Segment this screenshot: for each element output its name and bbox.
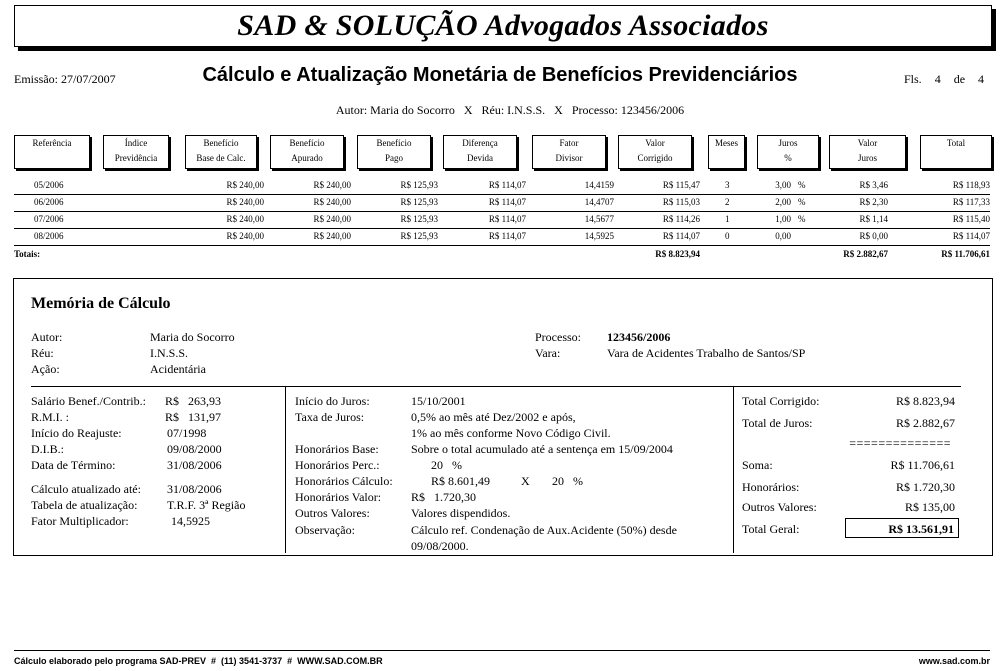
inicio-juros-value: 15/10/2001 bbox=[411, 394, 466, 408]
emission-value: 27/07/2007 bbox=[61, 72, 116, 86]
fls-page: 4 bbox=[934, 72, 941, 86]
report-title: Cálculo e Atualização Monetária de Benefícios Previdenciários bbox=[202, 64, 798, 86]
acao-value: Acidentária bbox=[150, 362, 206, 376]
totals-corrigido: R$ 8.823,94 bbox=[655, 249, 700, 259]
rmi-value: R$ 131,97 bbox=[165, 410, 222, 424]
soma-label: Soma: bbox=[742, 458, 773, 472]
table-row: 08/2006 R$ 240,00 R$ 240,00 R$ 125,93 R$ 114,07 14,5925 R$ 114,07 0 0,00 R$ 0,00 R$ 114,07 bbox=[14, 229, 990, 246]
taxa-label: Taxa de Juros: bbox=[295, 410, 365, 424]
hon-valor-label: Honorários Valor: bbox=[295, 490, 382, 504]
autor-value: Maria do Socorro bbox=[150, 330, 235, 344]
header-valor-juros: Valor Juros bbox=[829, 135, 906, 169]
vara-label: Vara: bbox=[535, 346, 561, 360]
hon-base-value: Sobre o total acumulado até a sentença em 15/09/2004 bbox=[411, 442, 673, 456]
fls-de: de bbox=[953, 72, 966, 86]
reajuste-label: Início do Reajuste: bbox=[31, 426, 122, 440]
hon-calc-x: X bbox=[521, 474, 530, 488]
inicio-juros-label: Início do Juros: bbox=[295, 394, 370, 408]
footer-left: Cálculo elaborado pelo programa SAD-PREV # (11) 3541-3737 # WWW.SAD.COM.BR bbox=[14, 656, 383, 666]
totals-juros: R$ 2.882,67 bbox=[843, 249, 888, 259]
total-juros-label: Total de Juros: bbox=[742, 416, 813, 430]
emission-date bbox=[14, 72, 116, 87]
taxa-line-1: 0,5% ao mês até Dez/2002 e após, bbox=[411, 410, 576, 424]
tabela-label: Tabela de atualização: bbox=[31, 498, 138, 512]
acao-label: Ação: bbox=[31, 362, 60, 376]
processo-value: 123456/2006 bbox=[607, 330, 671, 344]
fator-value: 14,5925 bbox=[171, 514, 210, 528]
reu-label: Réu: bbox=[31, 346, 54, 360]
taxa-line-2: 1% ao mês conforme Novo Código Civil. bbox=[411, 426, 611, 440]
hon-base-label: Honorários Base: bbox=[295, 442, 379, 456]
total-corrigido-label: Total Corrigido: bbox=[742, 394, 820, 408]
reu-value: I.N.S.S. bbox=[150, 346, 189, 360]
hon-calc-pct: 20 % bbox=[552, 474, 583, 488]
vara-value: Vara de Acidentes Trabalho de Santos/SP bbox=[607, 346, 806, 360]
hon-perc-label: Honorários Perc.: bbox=[295, 458, 380, 472]
obs-label: Observação: bbox=[295, 523, 355, 537]
fator-label: Fator Multiplicador: bbox=[31, 514, 129, 528]
header-meses: Meses bbox=[708, 135, 745, 169]
outros-valores-label: Outros Valores: bbox=[742, 500, 817, 514]
table-row: 06/2006 R$ 240,00 R$ 240,00 R$ 125,93 R$ 114,07 14,4707 R$ 115,03 2 2,00 % R$ 2,30 R$ 117,33 bbox=[14, 195, 990, 212]
firm-banner bbox=[14, 5, 992, 47]
total-juros-value: R$ 2.882,67 bbox=[895, 416, 955, 430]
dib-label: D.I.B.: bbox=[31, 442, 64, 456]
header-beneficio-pago: Benefício Pago bbox=[357, 135, 431, 169]
totals-row bbox=[14, 248, 990, 262]
outros-label: Outros Valores: bbox=[295, 506, 370, 520]
header-referencia: Referência bbox=[14, 135, 90, 169]
total-geral-value: R$ 13.561,91 bbox=[845, 518, 959, 538]
soma-value: R$ 11.706,61 bbox=[890, 458, 955, 472]
header-juros: Juros % bbox=[757, 135, 819, 169]
totals-total: R$ 11.706,61 bbox=[941, 249, 990, 259]
header-valor-corrigido: Valor Corrigido bbox=[618, 135, 692, 169]
total-geral-label: Total Geral: bbox=[742, 522, 800, 536]
page-counter bbox=[904, 72, 984, 87]
column-divider-1 bbox=[285, 386, 286, 553]
totals-label: Totais: bbox=[14, 249, 41, 259]
fls-total: 4 bbox=[978, 72, 985, 86]
fls-label: Fls. bbox=[904, 72, 922, 86]
salario-value: R$ 263,93 bbox=[165, 394, 222, 408]
column-divider-2 bbox=[733, 386, 734, 553]
memoria-title: Memória de Cálculo bbox=[31, 295, 171, 312]
atualizado-value: 31/08/2006 bbox=[167, 482, 222, 496]
salario-label: Salário Benef./Contrib.: bbox=[31, 394, 146, 408]
header-fator: Fator Divisor bbox=[532, 135, 606, 169]
reajuste-value: 07/1998 bbox=[167, 426, 207, 440]
autor-label: Autor: bbox=[31, 330, 63, 344]
hon-calc-label: Honorários Cálculo: bbox=[295, 474, 393, 488]
hon-valor-value: R$ 1.720,30 bbox=[411, 490, 477, 504]
processo-label: Processo: bbox=[535, 330, 581, 344]
header-beneficio-apurado: Benefício Apurado bbox=[270, 135, 344, 169]
header-total: Total bbox=[920, 135, 992, 169]
obs-line-2: 09/08/2000. bbox=[411, 539, 469, 553]
memoria-divider bbox=[31, 386, 961, 387]
hon-perc-value: 20 % bbox=[431, 458, 462, 472]
footer-right: www.sad.com.br bbox=[918, 656, 990, 666]
sum-separator: ============== bbox=[849, 436, 951, 450]
rmi-label: R.M.I. : bbox=[31, 410, 70, 424]
termino-label: Data de Término: bbox=[31, 458, 116, 472]
atualizado-label: Cálculo atualizado até: bbox=[31, 482, 141, 496]
parties-line: Autor: Maria do Socorro X Réu: I.N.S.S. X Processo: 123456/2006 bbox=[335, 103, 685, 117]
total-corrigido-value: R$ 8.823,94 bbox=[895, 394, 955, 408]
emission-label: Emissão: bbox=[14, 72, 58, 86]
footer-rule bbox=[14, 650, 990, 651]
dib-value: 09/08/2000 bbox=[167, 442, 222, 456]
table-row: 05/2006 R$ 240,00 R$ 240,00 R$ 125,93 R$ 114,07 14,4159 R$ 115,47 3 3,00 % R$ 3,46 R$ 118,93 bbox=[14, 178, 990, 195]
termino-value: 31/08/2006 bbox=[167, 458, 222, 472]
honorarios-label: Honorários: bbox=[742, 480, 800, 494]
header-indice: Índice Previdência bbox=[103, 135, 169, 169]
header-diferenca: Diferença Devida bbox=[443, 135, 517, 169]
outros-value: Valores dispendidos. bbox=[411, 506, 511, 520]
header-beneficio-base: Benefício Base de Calc. bbox=[185, 135, 257, 169]
outros-valores-value: R$ 135,00 bbox=[904, 500, 955, 514]
firm-title: SAD & SOLUÇÃO Advogados Associados bbox=[237, 9, 769, 42]
table-row: 07/2006 R$ 240,00 R$ 240,00 R$ 125,93 R$ 114,07 14,5677 R$ 114,26 1 1,00 % R$ 1,14 R$ 115,40 bbox=[14, 212, 990, 229]
hon-calc-value: R$ 8.601,49 bbox=[431, 474, 491, 488]
obs-line-1: Cálculo ref. Condenação de Aux.Acidente (50%) desde bbox=[411, 523, 677, 537]
tabela-value: T.R.F. 3ª Região bbox=[167, 498, 246, 512]
honorarios-value: R$ 1.720,30 bbox=[895, 480, 955, 494]
